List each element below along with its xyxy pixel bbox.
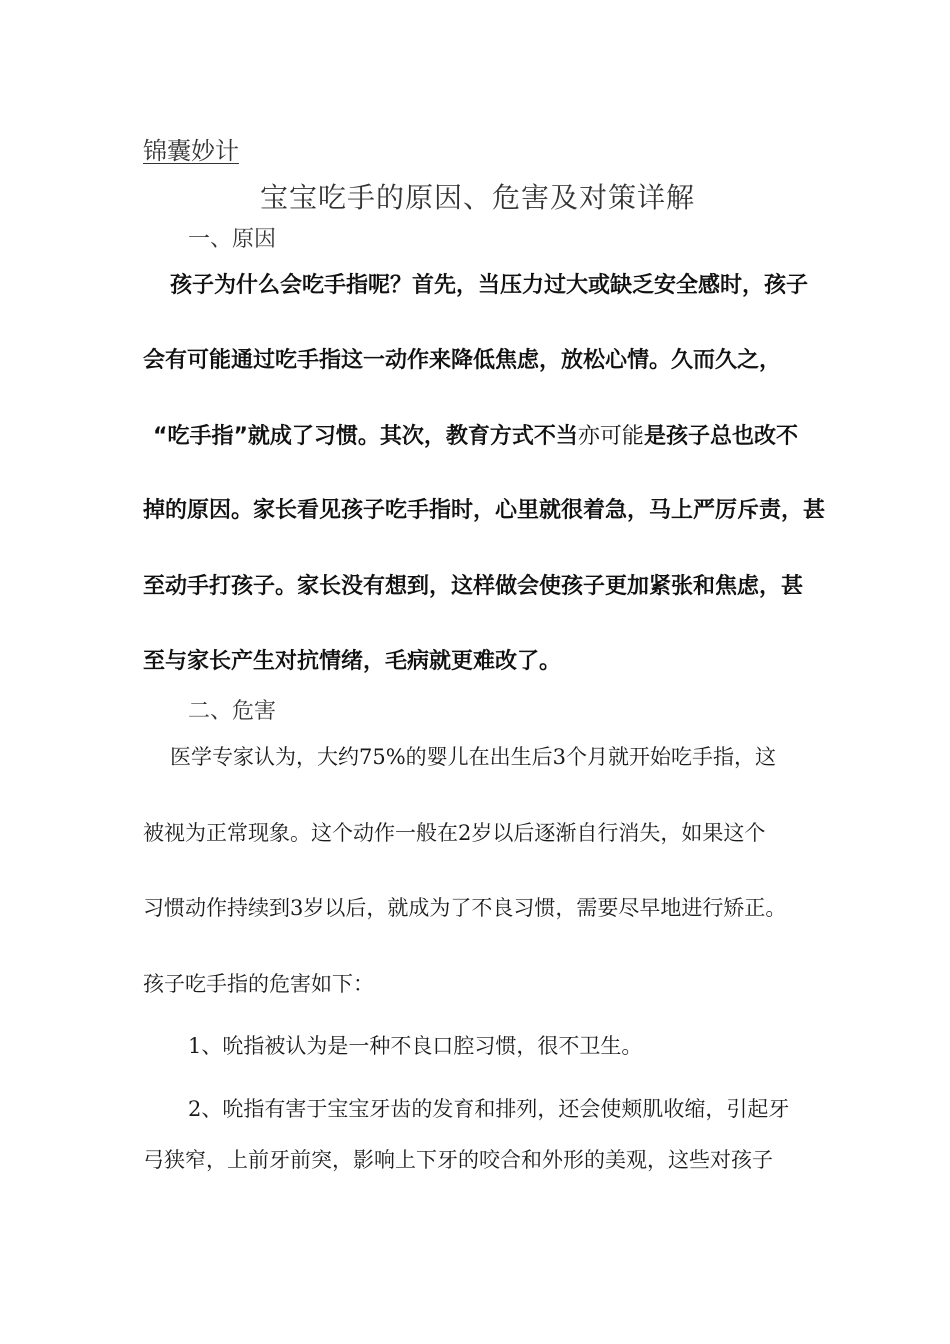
- paragraph-fragment-light: 亦可能: [577, 424, 644, 449]
- paragraph-line: 医学专家认为，大约75%的婴儿在出生后3个月就开始吃手指，这: [170, 745, 777, 769]
- list-item: 1、吮指被认为是一种不良口腔习惯，很不卫生。: [188, 1034, 643, 1058]
- section-heading-causes: 一、原因: [188, 227, 277, 252]
- paragraph-line: 孩子为什么会吃手指呢？首先，当压力过大或缺乏安全感时，孩子: [170, 273, 809, 298]
- paragraph-line: 孩子吃手指的危害如下：: [143, 972, 374, 996]
- paragraph-line: 至动手打孩子。家长没有想到，这样做会使孩子更加紧张和焦虑，甚: [143, 574, 804, 599]
- paragraph-line: 被视为正常现象。这个动作一般在2岁以后逐渐自行消失，如果这个: [143, 821, 766, 845]
- paragraph-line: 习惯动作持续到3岁以后，就成为了不良习惯，需要尽早地进行矫正。: [143, 896, 787, 920]
- document-header: 锦囊妙计: [143, 137, 239, 165]
- document-title: 宝宝吃手的原因、危害及对策详解: [260, 181, 696, 214]
- paragraph-line: [153, 426, 798, 448]
- paragraph-line: 会有可能通过吃手指这一动作来降低焦虑，放松心情。久而久之，: [143, 348, 782, 373]
- paragraph-line: 弓狭窄，上前牙前突，影响上下牙的咬合和外形的美观，这些对孩子: [143, 1148, 773, 1172]
- paragraph-fragment: “吃手指”就成了习惯。其次，教育方式不当: [153, 424, 578, 449]
- list-item: 2、吮指有害于宝宝牙齿的发育和排列，还会使颊肌收缩，引起牙: [188, 1097, 790, 1121]
- section-heading-harms: 二、危害: [188, 699, 277, 724]
- paragraph-line: 至与家长产生对抗情绪，毛病就更难改了。: [143, 649, 562, 674]
- paragraph-fragment: 是孩子总也改不: [643, 424, 798, 449]
- paragraph-line: 掉的原因。家长看见孩子吃手指时，心里就很着急，马上严厉斥责，甚: [143, 498, 826, 523]
